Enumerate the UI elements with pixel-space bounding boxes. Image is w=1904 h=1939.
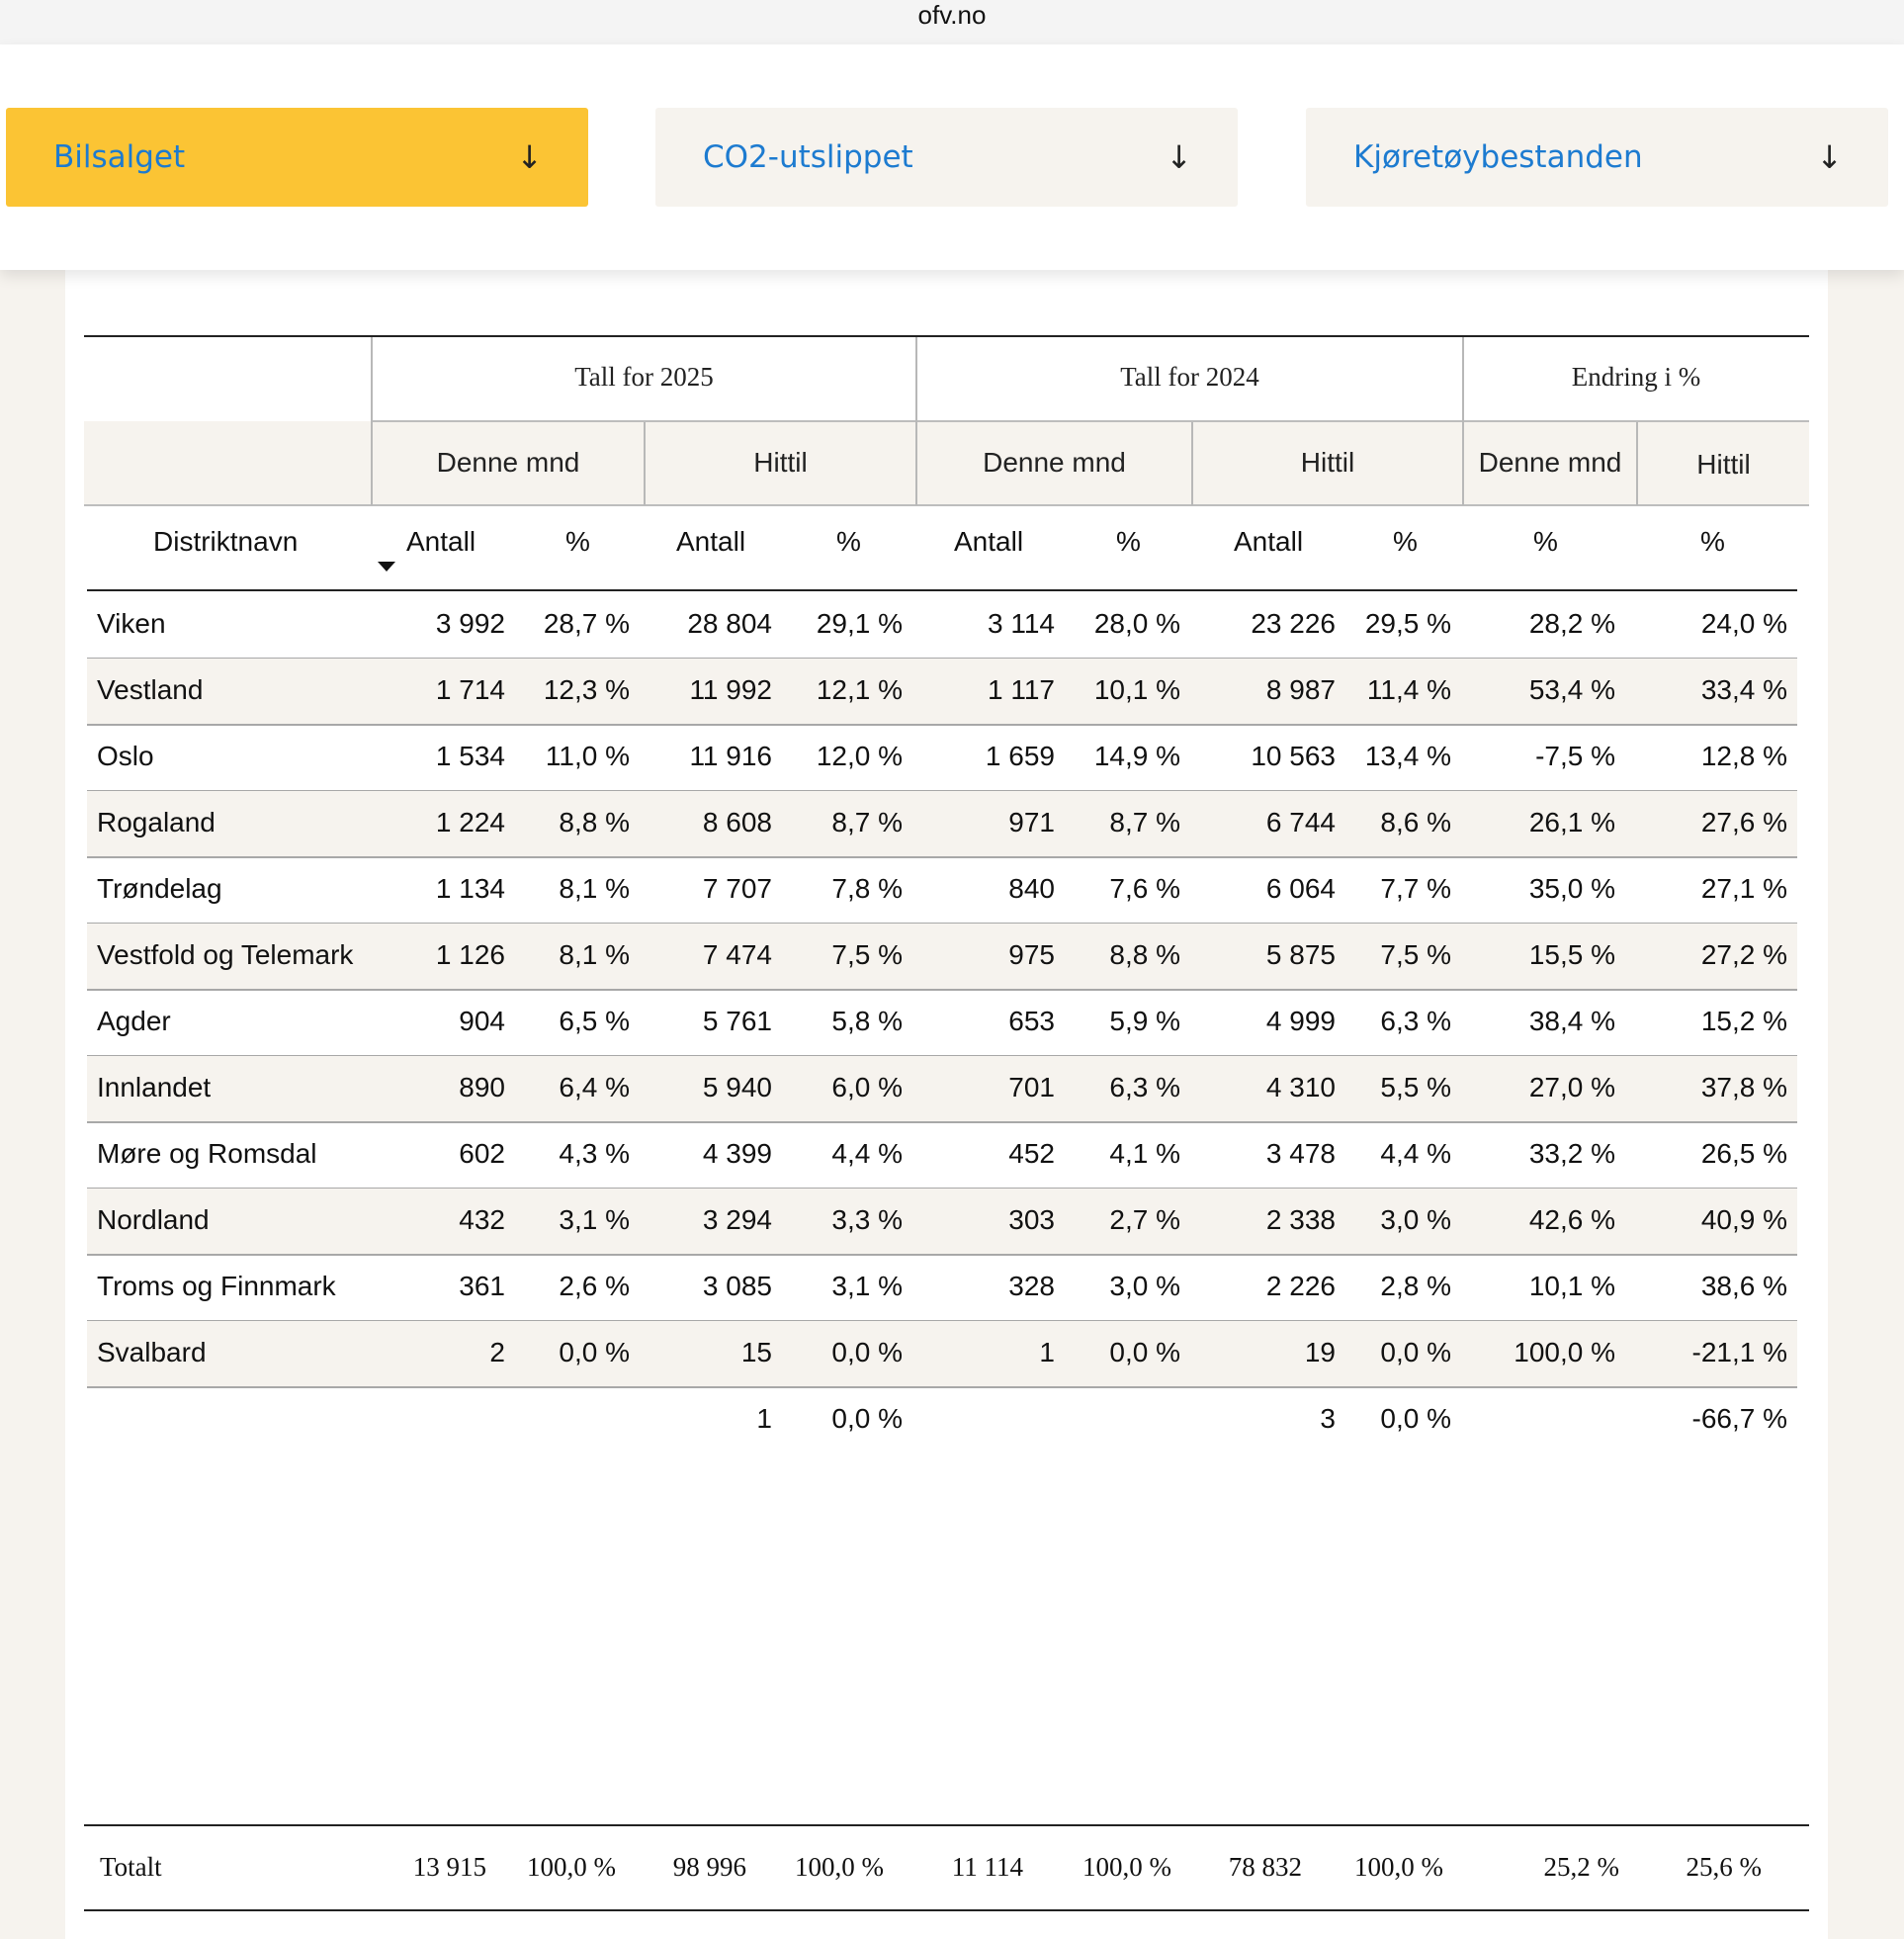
value-cell: 4 999 — [1265, 1006, 1336, 1036]
value-cell: 3,0 % — [1380, 1204, 1451, 1235]
value-cell: 3,1 % — [831, 1271, 903, 1301]
group-header-2025: Tall for 2025 — [574, 362, 714, 392]
nav-button-bilsalget[interactable] — [6, 108, 588, 207]
value-cell: 2 226 — [1265, 1271, 1336, 1301]
value-cell: 29,5 % — [1364, 608, 1451, 639]
value-cell: 23 226 — [1251, 608, 1336, 639]
total-value-cell: 78 832 — [1228, 1852, 1302, 1882]
value-cell: 653 — [1008, 1006, 1055, 1036]
total-value-cell: 100,0 % — [1354, 1852, 1443, 1882]
value-cell: 5,9 % — [1109, 1006, 1180, 1036]
subgroup-2025-denne-mnd: Denne mnd — [436, 447, 580, 478]
total-label: Totalt — [100, 1852, 162, 1882]
value-cell: 19 — [1304, 1337, 1336, 1367]
value-cell: 3 992 — [435, 608, 505, 639]
district-name-cell: Rogaland — [97, 807, 216, 837]
column-header-antall[interactable]: Antall — [676, 526, 746, 557]
value-cell: 3 — [1320, 1403, 1336, 1434]
value-cell: 27,2 % — [1700, 939, 1787, 970]
value-cell: 1 — [756, 1403, 772, 1434]
total-value-cell: 25,2 % — [1543, 1852, 1619, 1882]
value-cell: 7 707 — [702, 873, 772, 904]
value-cell: 890 — [459, 1072, 505, 1102]
total-value-cell: 100,0 % — [1082, 1852, 1171, 1882]
value-cell: 701 — [1008, 1072, 1055, 1102]
value-cell: 904 — [459, 1006, 505, 1036]
sort-descending-icon[interactable] — [378, 562, 395, 572]
value-cell: 4,1 % — [1109, 1138, 1180, 1169]
district-name-cell: Vestfold og Telemark — [97, 939, 354, 970]
value-cell: 1 117 — [988, 674, 1055, 705]
value-cell: 8 608 — [702, 807, 772, 837]
value-cell: 6,4 % — [559, 1072, 630, 1102]
value-cell: 3 114 — [988, 608, 1055, 639]
nav-button-kjoretoybestanden[interactable] — [1306, 108, 1888, 207]
value-cell: 452 — [1008, 1138, 1055, 1169]
column-header-distriktnavn[interactable]: Distriktnavn — [153, 526, 299, 557]
value-cell: 13,4 % — [1364, 741, 1451, 771]
value-cell: 3 294 — [702, 1204, 772, 1235]
value-cell: 602 — [459, 1138, 505, 1169]
total-value-cell: 100,0 % — [795, 1852, 884, 1882]
value-cell: 3 478 — [1265, 1138, 1336, 1169]
value-cell: 7,5 % — [1380, 939, 1451, 970]
value-cell: 2,8 % — [1380, 1271, 1451, 1301]
district-name-cell: Vestland — [97, 674, 204, 705]
subgroup-endring-denne-mnd: Denne mnd — [1478, 447, 1622, 478]
value-cell: 6 744 — [1265, 807, 1336, 837]
value-cell: 3 085 — [702, 1271, 772, 1301]
value-cell: 4 399 — [702, 1138, 772, 1169]
column-header-antall[interactable]: Antall — [1234, 526, 1304, 557]
value-cell: 361 — [459, 1271, 505, 1301]
value-cell: 28,7 % — [543, 608, 630, 639]
nav-button-label: Bilsalget — [53, 139, 186, 175]
value-cell: 37,8 % — [1700, 1072, 1787, 1102]
column-header-percent[interactable]: % — [565, 526, 590, 557]
column-header-percent[interactable]: % — [1116, 526, 1141, 557]
value-cell: 12,1 % — [816, 674, 903, 705]
value-cell: 8,8 % — [559, 807, 630, 837]
value-cell: 10 563 — [1251, 741, 1336, 771]
value-cell: 7,7 % — [1380, 873, 1451, 904]
value-cell: 11,4 % — [1366, 674, 1451, 705]
value-cell: 28,2 % — [1528, 608, 1615, 639]
column-header-antall[interactable]: Antall — [406, 526, 476, 557]
value-cell: 5 940 — [702, 1072, 772, 1102]
value-cell: 12,0 % — [816, 741, 903, 771]
value-cell: 11 916 — [689, 741, 772, 771]
value-cell: 35,0 % — [1528, 873, 1615, 904]
value-cell: 303 — [1008, 1204, 1055, 1235]
value-cell: 6,5 % — [559, 1006, 630, 1036]
value-cell: 100,0 % — [1514, 1337, 1615, 1367]
arrow-down-icon: ↓ — [1166, 138, 1192, 176]
value-cell: 4 310 — [1265, 1072, 1336, 1102]
value-cell: 0,0 % — [1380, 1403, 1451, 1434]
value-cell: 53,4 % — [1528, 674, 1615, 705]
value-cell: 11 992 — [689, 674, 772, 705]
value-cell: 8 987 — [1265, 674, 1336, 705]
district-name-cell: Møre og Romsdal — [97, 1138, 317, 1169]
value-cell: 1 224 — [435, 807, 505, 837]
value-cell: 7,8 % — [831, 873, 903, 904]
value-cell: 328 — [1008, 1271, 1055, 1301]
value-cell: 0,0 % — [1380, 1337, 1451, 1367]
value-cell: 42,6 % — [1528, 1204, 1615, 1235]
value-cell: 1 — [1039, 1337, 1055, 1367]
value-cell: 10,1 % — [1093, 674, 1180, 705]
value-cell: 8,6 % — [1380, 807, 1451, 837]
district-name-cell: Viken — [97, 608, 166, 639]
group-header-endring: Endring i % — [1571, 362, 1701, 392]
value-cell: 0,0 % — [559, 1337, 630, 1367]
value-cell: 27,0 % — [1528, 1072, 1615, 1102]
value-cell: 15,5 % — [1528, 939, 1615, 970]
value-cell: 7,6 % — [1109, 873, 1180, 904]
district-name-cell: Agder — [97, 1006, 171, 1036]
value-cell: -21,1 % — [1691, 1337, 1787, 1367]
value-cell: 4,4 % — [1380, 1138, 1451, 1169]
total-value-cell: 100,0 % — [527, 1852, 616, 1882]
value-cell: 2,7 % — [1109, 1204, 1180, 1235]
subgroup-2024-denne-mnd: Denne mnd — [983, 447, 1126, 478]
district-name-cell: Troms og Finnmark — [97, 1271, 336, 1301]
total-value-cell: 11 114 — [951, 1852, 1023, 1882]
value-cell: 4,4 % — [831, 1138, 903, 1169]
url-text: ofv.no — [917, 0, 987, 30]
value-cell: 0,0 % — [831, 1337, 903, 1367]
value-cell: 8,1 % — [559, 939, 630, 970]
value-cell: 8,8 % — [1109, 939, 1180, 970]
district-name-cell: Trøndelag — [97, 873, 222, 904]
district-name-cell: Innlandet — [97, 1072, 212, 1102]
value-cell: 14,9 % — [1093, 741, 1180, 771]
value-cell: 12,3 % — [543, 674, 630, 705]
value-cell: 33,2 % — [1528, 1138, 1615, 1169]
value-cell: 3,1 % — [559, 1204, 630, 1235]
arrow-down-icon: ↓ — [516, 138, 543, 176]
district-name-cell: Svalbard — [97, 1337, 207, 1367]
value-cell: 1 534 — [435, 741, 505, 771]
value-cell: 6,0 % — [831, 1072, 903, 1102]
value-cell: 2,6 % — [559, 1271, 630, 1301]
value-cell: 8,7 % — [831, 807, 903, 837]
value-cell: 38,6 % — [1700, 1271, 1787, 1301]
value-cell: 24,0 % — [1700, 608, 1787, 639]
value-cell: 1 134 — [435, 873, 505, 904]
value-cell: 6,3 % — [1109, 1072, 1180, 1102]
nav-button-co2-utslippet[interactable] — [655, 108, 1238, 207]
value-cell: 8,7 % — [1109, 807, 1180, 837]
total-value-cell: 98 996 — [672, 1852, 746, 1882]
value-cell: 1 126 — [435, 939, 505, 970]
value-cell: 12,8 % — [1700, 741, 1787, 771]
value-cell: 10,1 % — [1528, 1271, 1615, 1301]
column-header-percent[interactable]: % — [1700, 526, 1725, 557]
value-cell: 4,3 % — [559, 1138, 630, 1169]
value-cell: 1 659 — [985, 741, 1055, 771]
value-cell: 29,1 % — [816, 608, 903, 639]
value-cell: 40,9 % — [1700, 1204, 1787, 1235]
value-cell: 5,8 % — [831, 1006, 903, 1036]
total-value-cell: 13 915 — [412, 1852, 486, 1882]
nav-button-label: CO2-utslippet — [703, 139, 913, 175]
column-header-antall[interactable]: Antall — [954, 526, 1024, 557]
value-cell: 6,3 % — [1380, 1006, 1451, 1036]
value-cell: -7,5 % — [1535, 741, 1615, 771]
value-cell: 26,5 % — [1700, 1138, 1787, 1169]
value-cell: 5 761 — [702, 1006, 772, 1036]
value-cell: 33,4 % — [1700, 674, 1787, 705]
value-cell: 840 — [1008, 873, 1055, 904]
value-cell: 7,5 % — [831, 939, 903, 970]
subgroup-2025-hittil: Hittil — [753, 447, 808, 478]
nav-band — [0, 44, 1904, 270]
value-cell: 432 — [459, 1204, 505, 1235]
value-cell: 15 — [740, 1337, 772, 1367]
subgroup-endring-hittil: Hittil — [1696, 449, 1751, 480]
value-cell: 0,0 % — [831, 1403, 903, 1434]
table-row — [87, 1387, 1797, 1454]
value-cell: 28,0 % — [1093, 608, 1180, 639]
value-cell: 27,1 % — [1700, 873, 1787, 904]
column-header-percent[interactable]: % — [1533, 526, 1558, 557]
value-cell: 2 338 — [1265, 1204, 1336, 1235]
value-cell: 28 804 — [687, 608, 772, 639]
value-cell: 3,3 % — [831, 1204, 903, 1235]
total-value-cell: 25,6 % — [1686, 1852, 1762, 1882]
value-cell: 975 — [1008, 939, 1055, 970]
value-cell: 1 714 — [435, 674, 505, 705]
value-cell: 8,1 % — [559, 873, 630, 904]
value-cell: 0,0 % — [1109, 1337, 1180, 1367]
district-name-cell: Oslo — [97, 741, 154, 771]
value-cell: 5 875 — [1265, 939, 1336, 970]
group-header-2024: Tall for 2024 — [1120, 362, 1259, 392]
value-cell: 26,1 % — [1528, 807, 1615, 837]
value-cell: 3,0 % — [1109, 1271, 1180, 1301]
district-name-cell: Nordland — [97, 1204, 210, 1235]
value-cell: 6 064 — [1265, 873, 1336, 904]
column-header-percent[interactable]: % — [1393, 526, 1418, 557]
value-cell: 5,5 % — [1380, 1072, 1451, 1102]
value-cell: -66,7 % — [1691, 1403, 1787, 1434]
arrow-down-icon: ↓ — [1816, 138, 1843, 176]
value-cell: 11,0 % — [545, 741, 630, 771]
value-cell: 7 474 — [702, 939, 772, 970]
value-cell: 27,6 % — [1700, 807, 1787, 837]
nav-button-label: Kjøretøybestanden — [1353, 139, 1643, 175]
value-cell: 15,2 % — [1700, 1006, 1787, 1036]
value-cell: 971 — [1008, 807, 1055, 837]
subgroup-2024-hittil: Hittil — [1300, 447, 1355, 478]
column-header-percent[interactable]: % — [836, 526, 861, 557]
value-cell: 2 — [489, 1337, 505, 1367]
value-cell: 38,4 % — [1528, 1006, 1615, 1036]
